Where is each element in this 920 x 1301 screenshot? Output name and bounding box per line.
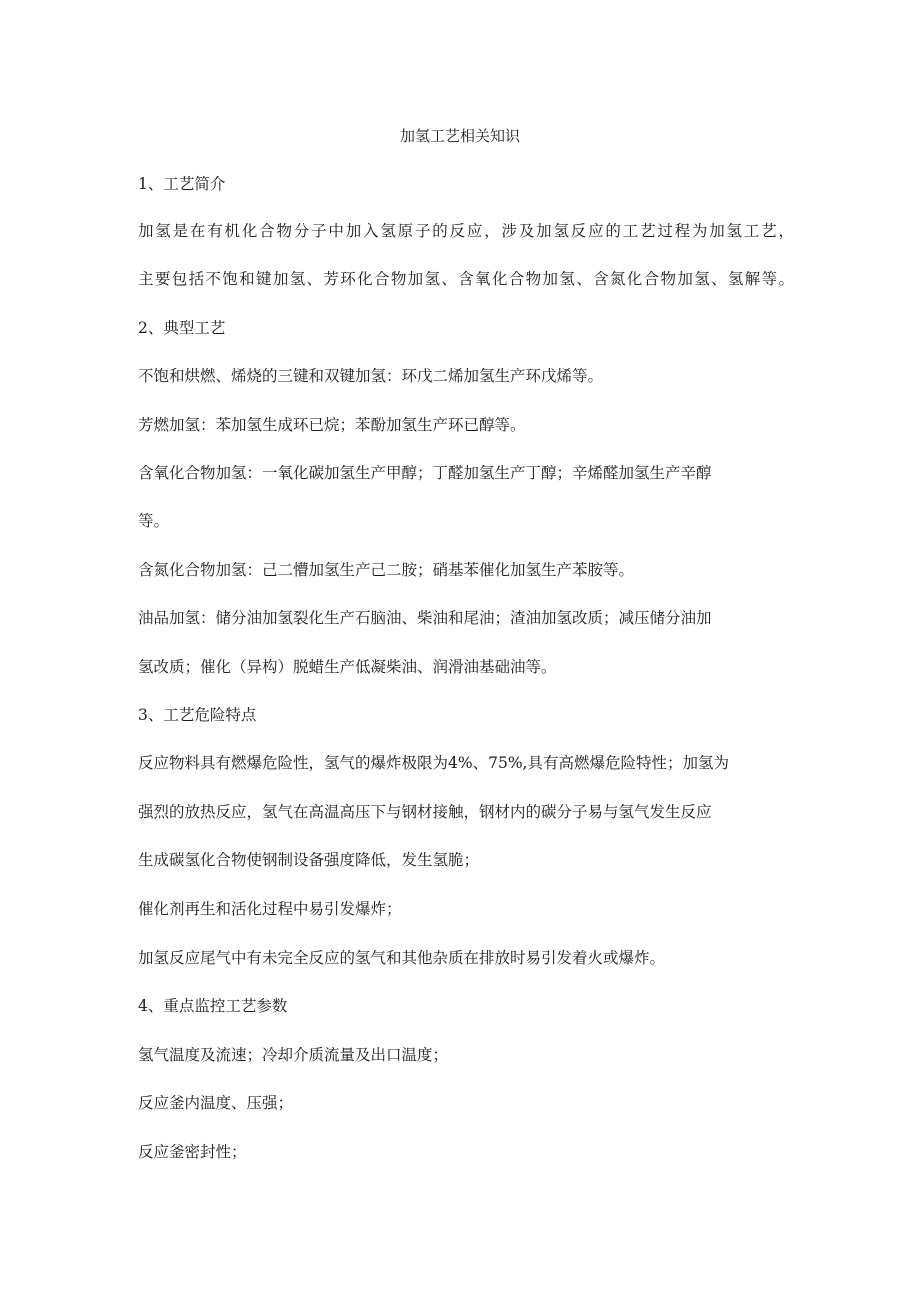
paragraph-line: 反应釜密封性； xyxy=(138,1143,247,1161)
section-heading-typical: 2、典型工艺 xyxy=(138,319,226,337)
paragraph-line: 主要包括不饱和键加氢、芳环化合物加氢、含氧化合物加氢、含氮化合物加氢、氢解等。 xyxy=(138,270,794,288)
paragraph-line: 等。 xyxy=(138,512,170,530)
paragraph-line: 强烈的放热反应，氢气在高温高压下与钢材接触，钢材内的碳分子易与氢气发生反应 xyxy=(138,803,712,821)
section-heading-parameters: 4、重点监控工艺参数 xyxy=(138,997,288,1015)
document-title: 加氢工艺相关知识 xyxy=(399,127,520,145)
paragraph-line: 反应釜内温度、压强； xyxy=(138,1094,294,1112)
paragraph-line: 油品加氢：储分油加氢裂化生产石脑油、柴油和尾油；渣油加氢改质；减压储分油加 xyxy=(138,609,712,627)
paragraph-line: 不饱和烘燃、烯烧的三键和双键加氢：环戊二烯加氢生产环戊烯等。 xyxy=(138,367,604,385)
paragraph-line: 催化剂再生和活化过程中易引发爆炸； xyxy=(138,900,402,918)
paragraph-line: 氢气温度及流速；冷却介质流量及出口温度； xyxy=(138,1046,449,1064)
paragraph-line: 芳燃加氢：苯加氢生成环已烷；苯酚加氢生产环已醇等。 xyxy=(138,416,526,434)
paragraph-line: 含氮化合物加氢：己二懵加氢生产己二胺；硝基苯催化加氢生产苯胺等。 xyxy=(138,561,635,579)
paragraph-line: 含氧化合物加氢：一氧化碳加氢生产甲醇；丁醛加氢生产丁醇；辛烯醛加氢生产辛醇 xyxy=(138,464,712,482)
paragraph-line: 氢改质；催化（异构）脱蜡生产低凝柴油、润滑油基础油等。 xyxy=(138,658,557,676)
paragraph-line: 加氢是在有机化合物分子中加入氢原子的反应，涉及加氢反应的工艺过程为加氢工艺， xyxy=(138,222,794,240)
paragraph-line: 加氢反应尾气中有未完全反应的氢气和其他杂质在排放时易引发着火或爆炸。 xyxy=(138,949,666,967)
section-heading-hazards: 3、工艺危险特点 xyxy=(138,706,257,724)
paragraph-line: 生成碳氢化合物使钢制设备强度降低，发生氢脆； xyxy=(138,851,480,869)
section-heading-intro: 1、工艺简介 xyxy=(138,175,226,193)
paragraph-line: 反应物料具有燃爆危险性，氢气的爆炸极限为4%、75%,具有高燃爆危险特性；加氢为 xyxy=(138,754,729,772)
